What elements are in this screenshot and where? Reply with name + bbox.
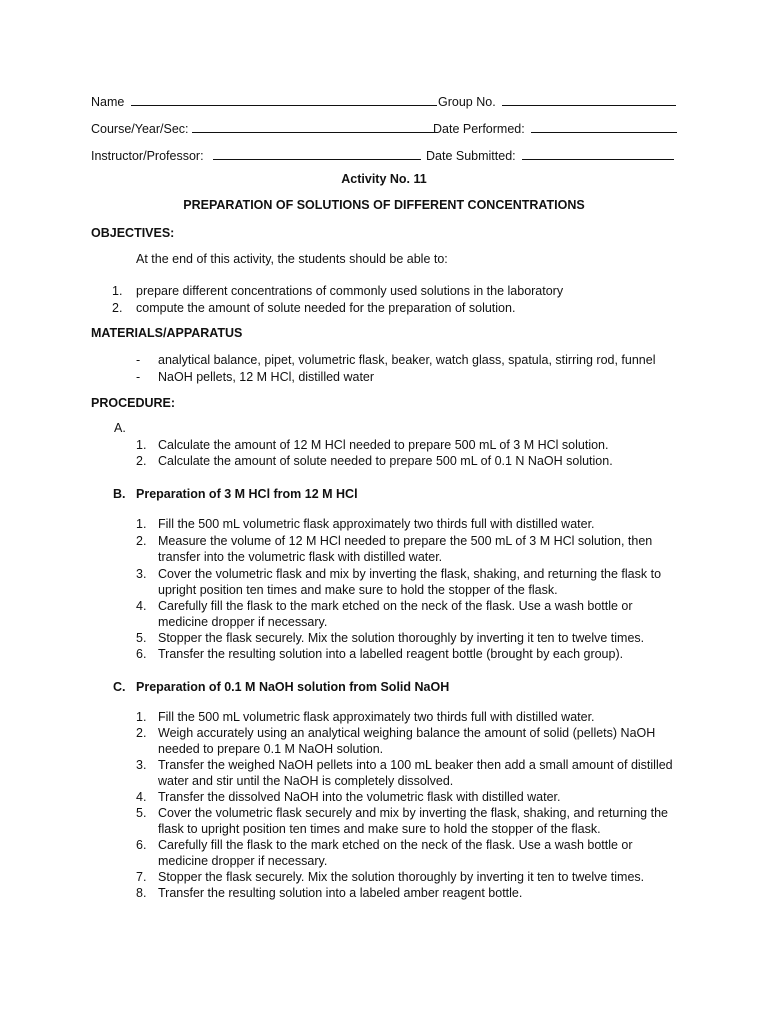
course-label: Course/Year/Sec:: [91, 122, 189, 136]
step-text: Transfer the resulting solution into a labeled amber reagent bottle.: [158, 886, 523, 900]
material-text: analytical balance, pipet, volumetric flask, beaker, watch glass, spatula, stirring rod, funnel: [158, 353, 656, 367]
section-c-label: C.: [113, 680, 126, 694]
step-number: 4.: [136, 599, 147, 613]
objective-text: compute the amount of solute needed for the preparation of solution.: [136, 301, 516, 315]
section-a-label: A.: [114, 421, 126, 435]
objective-number: 2.: [112, 301, 123, 315]
step-text: Measure the volume of 12 M HCl needed to prepare the 500 mL of 3 M HCl solution, then: [158, 534, 653, 548]
date-submitted-field: [426, 147, 674, 163]
step-text: Calculate the amount of 12 M HCl needed to prepare 500 mL of 3 M HCl solution.: [158, 438, 609, 452]
date-performed-blank[interactable]: [531, 120, 677, 133]
step-text: Fill the 500 mL volumetric flask approximately two thirds full with distilled water.: [158, 710, 595, 724]
date-performed-label: Date Performed:: [433, 122, 525, 136]
step-text-continued: flask to upright position ten times and make sure to hold the stopper of the flask.: [158, 822, 601, 836]
step-text: Weigh accurately using an analytical weighing balance the amount of solid (pellets) NaOH: [158, 726, 656, 740]
step-number: 3.: [136, 758, 147, 772]
materials-heading: MATERIALS/APPARATUS: [91, 326, 243, 340]
step-number: 6.: [136, 647, 147, 661]
step-number: 1.: [136, 710, 147, 724]
step-text: Transfer the dissolved NaOH into the volumetric flask with distilled water.: [158, 790, 561, 804]
instructor-label: Instructor/Professor:: [91, 149, 204, 163]
step-text: Cover the volumetric flask and mix by inverting the flask, shaking, and returning the flask to: [158, 567, 662, 581]
material-bullet: -: [136, 370, 141, 384]
step-text: Fill the 500 mL volumetric flask approximately two thirds full with distilled water.: [158, 517, 595, 531]
group-blank[interactable]: [502, 93, 676, 106]
objectives-heading: OBJECTIVES:: [91, 226, 175, 240]
step-text: Stopper the flask securely. Mix the solution thoroughly by inverting it ten to twelve times.: [158, 870, 645, 884]
step-number: 6.: [136, 838, 147, 852]
name-field: [91, 93, 437, 109]
date-performed-field: [433, 120, 677, 136]
step-number: 2.: [136, 534, 147, 548]
step-text: Carefully fill the flask to the mark etched on the neck of the flask. Use a wash bottle or: [158, 838, 633, 852]
step-text: Transfer the weighed NaOH pellets into a 100 mL beaker then add a small amount of distilled: [158, 758, 673, 772]
step-number: 5.: [136, 631, 147, 645]
date-submitted-label: Date Submitted:: [426, 149, 516, 163]
step-number: 7.: [136, 870, 147, 884]
step-text-continued: medicine dropper if necessary.: [158, 615, 328, 629]
step-text: Carefully fill the flask to the mark etched on the neck of the flask. Use a wash bottle or: [158, 599, 633, 613]
step-number: 3.: [136, 567, 147, 581]
section-c-title: Preparation of 0.1 M NaOH solution from Solid NaOH: [136, 680, 450, 694]
objectives-intro: At the end of this activity, the students should be able to:: [136, 252, 448, 266]
step-text-continued: needed to prepare 0.1 M NaOH solution.: [158, 742, 384, 756]
name-blank[interactable]: [131, 93, 437, 106]
step-number: 2.: [136, 454, 147, 468]
step-number: 4.: [136, 790, 147, 804]
section-b-label: B.: [113, 487, 126, 501]
step-text: Calculate the amount of solute needed to prepare 500 mL of 0.1 N NaOH solution.: [158, 454, 613, 468]
objective-text: prepare different concentrations of commonly used solutions in the laboratory: [136, 284, 564, 298]
step-number: 5.: [136, 806, 147, 820]
instructor-field: [91, 147, 421, 163]
step-number: 8.: [136, 886, 147, 900]
step-text: Cover the volumetric flask securely and mix by inverting the flask, shaking, and returning the: [158, 806, 668, 820]
step-text-continued: transfer into the volumetric flask with distilled water.: [158, 550, 443, 564]
procedure-heading: PROCEDURE:: [91, 396, 176, 410]
material-text: NaOH pellets, 12 M HCl, distilled water: [158, 370, 375, 384]
objective-number: 1.: [112, 284, 123, 298]
step-text: Stopper the flask securely. Mix the solution thoroughly by inverting it ten to twelve times.: [158, 631, 645, 645]
activity-number: Activity No. 11: [341, 172, 427, 186]
document-heading: PREPARATION OF SOLUTIONS OF DIFFERENT CONCENTRATIONS: [183, 198, 585, 212]
step-text-continued: water and stir until the NaOH is completely dissolved.: [158, 774, 454, 788]
step-text-continued: medicine dropper if necessary.: [158, 854, 328, 868]
name-label: Name: [91, 95, 125, 109]
instructor-blank[interactable]: [213, 147, 421, 160]
course-blank[interactable]: [192, 120, 434, 133]
date-submitted-blank[interactable]: [522, 147, 674, 160]
step-number: 1.: [136, 438, 147, 452]
step-number: 2.: [136, 726, 147, 740]
group-field: [438, 93, 676, 109]
course-field: [91, 120, 434, 136]
step-text-continued: upright position ten times and make sure to hold the stopper of the flask.: [158, 583, 558, 597]
section-b-title: Preparation of 3 M HCl from 12 M HCl: [136, 487, 358, 501]
group-label: Group No.: [438, 95, 496, 109]
step-number: 1.: [136, 517, 147, 531]
step-text: Transfer the resulting solution into a labelled reagent bottle (brought by each group).: [158, 647, 624, 661]
material-bullet: -: [136, 353, 141, 367]
